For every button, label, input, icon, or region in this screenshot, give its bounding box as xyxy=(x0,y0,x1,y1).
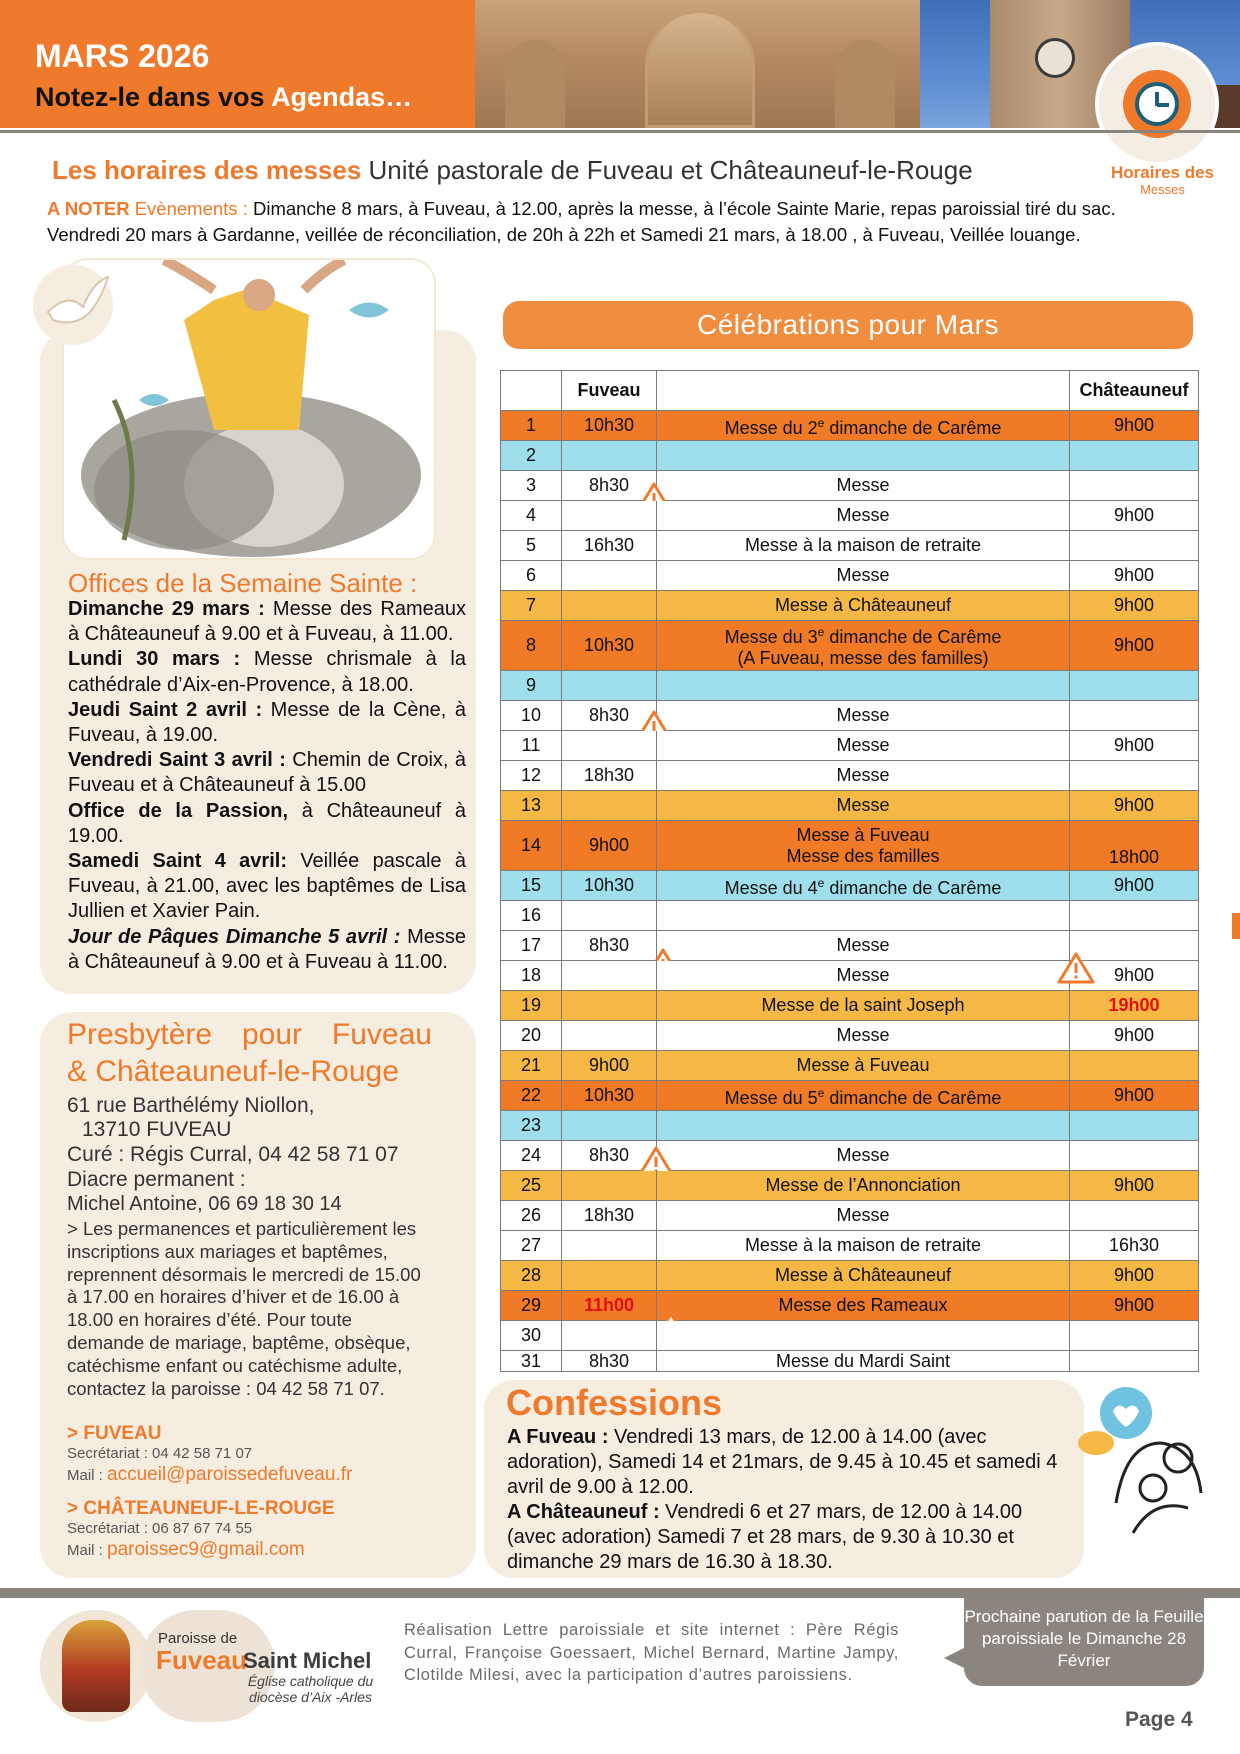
table-row xyxy=(500,731,1199,761)
cell-chateauneuf-time: 9h00 xyxy=(1069,561,1199,590)
cell-day: 2 xyxy=(500,441,561,470)
cell-event xyxy=(656,1051,1069,1080)
cell-chateauneuf-time xyxy=(1069,1351,1199,1371)
cell-chateauneuf-time xyxy=(1069,531,1199,560)
permanence-info: > Les permanences et particulièrement les inscriptions aux mariages et baptêmes, reprennent désormais le mercredi de 15.00 à 17.00 en horaires d’hiver et de 16.00 à 18.00 en horaires d’été. Pour toute demande de mariage, baptême, obsèque, catéchisme enfant ou catéchisme adulte, contactez la paroisse : 04 42 58 71 07. xyxy=(67,1218,421,1399)
cell-event xyxy=(656,411,1069,440)
cell-event xyxy=(656,531,1069,560)
cell-chateauneuf-time: 9h00 xyxy=(1069,591,1199,620)
table-row xyxy=(500,561,1199,591)
cell-fuveau-time xyxy=(561,671,656,700)
cell-fuveau-time: 8h30 xyxy=(561,931,656,960)
cell-chateauneuf-time xyxy=(1069,1111,1199,1140)
cell-event xyxy=(656,731,1069,760)
cell-fuveau-time xyxy=(561,1171,656,1200)
cell-fuveau-time xyxy=(561,561,656,590)
cell-chateauneuf-time: 9h00 xyxy=(1069,791,1199,820)
table-row xyxy=(500,621,1199,671)
cell-fuveau-time xyxy=(561,591,656,620)
event-line: Messe xyxy=(836,1025,890,1045)
badge-label-sub: Messes xyxy=(1140,182,1185,197)
cell-event xyxy=(656,761,1069,790)
event-line: Messe xyxy=(836,735,890,755)
next-issue-bubble: Prochaine parution de la Feuille paroissiale le Dimanche 28 Février xyxy=(964,1598,1204,1686)
cell-day: 23 xyxy=(500,1111,561,1140)
event-line: Messe à Fuveau xyxy=(796,1055,930,1075)
cell-event xyxy=(656,1171,1069,1200)
table-row xyxy=(500,991,1199,1021)
cell-day: 26 xyxy=(500,1201,561,1230)
cell-fuveau-time xyxy=(561,991,656,1020)
cell-event xyxy=(656,591,1069,620)
cell-event xyxy=(656,1141,1069,1170)
diacre-contact: Michel Antoine, 06 69 18 30 14 xyxy=(67,1193,342,1215)
cell-chateauneuf-time: 9h00 xyxy=(1069,871,1199,900)
mass-times-badge xyxy=(1095,42,1219,166)
header-day xyxy=(500,371,561,410)
holy-week-item: Office de la Passion, à Châteauneuf à 19.00. xyxy=(68,799,466,847)
chateauneuf-mail-link[interactable]: paroissec9@gmail.com xyxy=(107,1539,305,1560)
cell-day: 27 xyxy=(500,1231,561,1260)
table-row xyxy=(500,1141,1199,1171)
church-facade-photo xyxy=(475,0,920,128)
cell-event xyxy=(656,1231,1069,1260)
cell-fuveau-time: 8h30 xyxy=(561,1351,656,1371)
holy-week-item: Samedi Saint 4 avril: Veillée pascale à Fuveau, à 21.00, avec les baptêmes de Lisa Jullien et Xavier Pain. xyxy=(68,850,466,923)
cell-chateauneuf-time xyxy=(1069,1051,1199,1080)
event-line-2: (A Fuveau, messe des familles) xyxy=(737,648,989,668)
event-line-2: Messe des familles xyxy=(786,845,940,866)
cell-event xyxy=(656,1291,1069,1320)
parish-logo: Paroisse de Fuveau Saint Michel Église catholique du diocèse d’Aix -Arles xyxy=(40,1610,370,1722)
event-line: Messe xyxy=(836,505,890,525)
cell-event xyxy=(656,1111,1069,1140)
cell-chateauneuf-time: 16h30 xyxy=(1069,1231,1199,1260)
event-line: Messe de l’Annonciation xyxy=(765,1175,961,1195)
cell-fuveau-time xyxy=(561,901,656,930)
table-row xyxy=(500,701,1199,731)
section-title: Les horaires des messes Unité pastorale de Fuveau et Châteauneuf-le-Rouge xyxy=(52,155,973,185)
cell-day: 11 xyxy=(500,731,561,760)
cell-fuveau-time xyxy=(561,791,656,820)
event-line: Messe xyxy=(836,1145,890,1165)
cell-fuveau-time xyxy=(561,1111,656,1140)
cell-day: 1 xyxy=(500,411,561,440)
dove-icon xyxy=(28,262,138,348)
cell-day: 9 xyxy=(500,671,561,700)
cell-day: 25 xyxy=(500,1171,561,1200)
event-line: Messe du 4e dimanche de Carême xyxy=(724,875,1002,898)
holy-week-item: Jeudi Saint 2 avril : Messe de la Cène, à Fuveau, à 19.00. xyxy=(68,698,466,747)
cell-chateauneuf-time: 9h00 xyxy=(1069,1291,1199,1320)
page-month-title: MARS 2026 xyxy=(35,38,210,74)
table-row xyxy=(500,501,1199,531)
cell-event xyxy=(656,931,1069,960)
table-row xyxy=(500,1021,1199,1051)
holy-week-item: Vendredi Saint 3 avril : Chemin de Croix, à Fuveau et à Châteauneuf à 15.00 xyxy=(68,749,466,797)
cell-day: 3 xyxy=(500,471,561,500)
table-row xyxy=(500,1081,1199,1111)
event-line: Messe xyxy=(836,705,890,725)
cell-day: 31 xyxy=(500,1351,561,1371)
cell-chateauneuf-time: 9h00 xyxy=(1069,1021,1199,1050)
event-line: Messe xyxy=(836,765,890,785)
footer-divider xyxy=(0,1588,1240,1598)
cell-event xyxy=(656,871,1069,900)
cell-fuveau-time: 11h00 xyxy=(561,1291,656,1320)
mass-schedule-table xyxy=(500,370,1199,1372)
badge-label: Horaires des xyxy=(1111,163,1214,182)
cell-event xyxy=(656,1351,1069,1371)
cell-day: 22 xyxy=(500,1081,561,1110)
cell-fuveau-time: 8h30 xyxy=(561,701,656,730)
address-line: 61 rue Barthélémy Niollon, xyxy=(67,1094,315,1117)
celebrations-title: Célébrations pour Mars xyxy=(503,301,1193,349)
cell-event xyxy=(656,1321,1069,1350)
table-row xyxy=(500,1171,1199,1201)
agenda-subtitle: Notez-le dans vos Agendas… xyxy=(35,82,413,112)
events-line-1: A NOTER Evènements : Dimanche 8 mars, à Fuveau, à 12.00, après la messe, à l’école Sainte Marie, repas paroissial tiré du sac. xyxy=(47,198,1116,219)
cell-day: 8 xyxy=(500,621,561,670)
confession-embrace-icon xyxy=(1068,1383,1228,1543)
fuveau-heading: > FUVEAU xyxy=(67,1423,162,1444)
table-row xyxy=(500,1231,1199,1261)
cell-event xyxy=(656,1081,1069,1110)
event-line: Messe xyxy=(836,795,890,815)
header-event xyxy=(656,371,1069,410)
cell-day: 12 xyxy=(500,761,561,790)
table-row xyxy=(500,1351,1199,1372)
fuveau-mail: Mail : accueil@paroissedefuveau.fr xyxy=(67,1464,353,1485)
cell-chateauneuf-time xyxy=(1069,1201,1199,1230)
cell-chateauneuf-time: 18h00 xyxy=(1069,821,1199,870)
cell-chateauneuf-time xyxy=(1069,671,1199,700)
event-line: Messe de la saint Joseph xyxy=(761,995,965,1015)
event-line: Messe xyxy=(836,965,890,985)
confessions-title: Confessions xyxy=(506,1382,723,1423)
cell-fuveau-time: 9h00 xyxy=(561,1051,656,1080)
holy-week-list xyxy=(68,597,466,975)
cell-fuveau-time: 8h30 xyxy=(561,1141,656,1170)
chateauneuf-heading: > CHÂTEAUNEUF-LE-ROUGE xyxy=(67,1498,335,1519)
cell-chateauneuf-time: 19h00 xyxy=(1069,991,1199,1020)
cell-fuveau-time xyxy=(561,441,656,470)
cell-event xyxy=(656,791,1069,820)
event-line: Messe à Châteauneuf xyxy=(774,1265,952,1285)
cell-day: 29 xyxy=(500,1291,561,1320)
cell-day: 15 xyxy=(500,871,561,900)
event-line: Messe du 2e dimanche de Carême xyxy=(724,415,1002,438)
warning-icon xyxy=(1056,951,1096,985)
side-tab-marker xyxy=(1232,913,1240,939)
cell-fuveau-time: 18h30 xyxy=(561,1201,656,1230)
table-row xyxy=(500,411,1199,441)
cell-day: 7 xyxy=(500,591,561,620)
cell-fuveau-time: 10h30 xyxy=(561,871,656,900)
cell-chateauneuf-time: 9h00 xyxy=(1069,621,1199,670)
cell-event xyxy=(656,701,1069,730)
holy-week-title: Offices de la Semaine Sainte : xyxy=(68,568,418,598)
cell-day: 14 xyxy=(500,821,561,870)
cell-day: 21 xyxy=(500,1051,561,1080)
cell-event xyxy=(656,901,1069,930)
cell-day: 28 xyxy=(500,1261,561,1290)
cell-chateauneuf-time xyxy=(1069,761,1199,790)
cell-event xyxy=(656,1021,1069,1050)
cell-chateauneuf-time: 9h00 xyxy=(1069,411,1199,440)
cell-day: 10 xyxy=(500,701,561,730)
header-divider xyxy=(0,130,1240,133)
event-line: Messe xyxy=(836,565,890,585)
event-line: Messe xyxy=(836,1205,890,1225)
cell-chateauneuf-time: 9h00 xyxy=(1069,731,1199,760)
table-header-row xyxy=(500,370,1199,411)
table-row xyxy=(500,671,1199,701)
cell-day: 24 xyxy=(500,1141,561,1170)
table-row xyxy=(500,1261,1199,1291)
cell-fuveau-time xyxy=(561,1321,656,1350)
cell-day: 17 xyxy=(500,931,561,960)
page-number: Page 4 xyxy=(1125,1708,1193,1731)
cell-event xyxy=(656,1201,1069,1230)
cell-event xyxy=(656,961,1069,990)
cell-chateauneuf-time xyxy=(1069,1141,1199,1170)
cell-day: 16 xyxy=(500,901,561,930)
cell-event xyxy=(656,671,1069,700)
events-line-2: Vendredi 20 mars à Gardanne, veillée de réconciliation, de 20h à 22h et Samedi 21 mars, à 18.00 , à Fuveau, Veillée louange. xyxy=(47,224,1081,245)
event-line: Messe xyxy=(836,935,890,955)
table-row xyxy=(500,1201,1199,1231)
cell-chateauneuf-time: 9h00 xyxy=(1069,501,1199,530)
event-line: Messe des Rameaux xyxy=(778,1295,948,1315)
header-fuveau: Fuveau xyxy=(561,371,656,410)
cell-fuveau-time xyxy=(561,961,656,990)
clock-icon xyxy=(1135,82,1179,126)
table-row xyxy=(500,471,1199,501)
header-chateauneuf: Châteauneuf xyxy=(1069,371,1199,410)
cell-chateauneuf-time: 9h00 xyxy=(1069,1171,1199,1200)
chateauneuf-mail: Mail : paroissec9@gmail.com xyxy=(67,1539,305,1560)
table-row xyxy=(500,821,1199,871)
table-row xyxy=(500,1291,1199,1321)
table-row xyxy=(500,441,1199,471)
event-line: Messe du 5e dimanche de Carême xyxy=(724,1085,1002,1108)
holy-week-item: Dimanche 29 mars : Messe des Rameaux à Châteauneuf à 9.00 et à Fuveau, à 11.00. xyxy=(68,598,466,646)
cell-event xyxy=(656,821,1069,870)
cell-event xyxy=(656,501,1069,530)
cell-day: 18 xyxy=(500,961,561,990)
cell-fuveau-time xyxy=(561,1261,656,1290)
cell-day: 6 xyxy=(500,561,561,590)
cell-day: 19 xyxy=(500,991,561,1020)
table-row xyxy=(500,591,1199,621)
cell-chateauneuf-time xyxy=(1069,701,1199,730)
cell-chateauneuf-time xyxy=(1069,901,1199,930)
saint-michel-icon xyxy=(40,1610,152,1722)
cell-chateauneuf-time: 9h00 xyxy=(1069,1081,1199,1110)
event-line: Messe à Fuveau xyxy=(796,824,930,845)
event-line: Messe à la maison de retraite xyxy=(744,1235,982,1255)
cell-chateauneuf-time xyxy=(1069,1321,1199,1350)
fuveau-mail-link[interactable]: accueil@paroissedefuveau.fr xyxy=(107,1464,353,1485)
cell-day: 4 xyxy=(500,501,561,530)
chateauneuf-secretariat: Secrétariat : 06 87 67 74 55 xyxy=(67,1520,253,1537)
cell-fuveau-time: 9h00 xyxy=(561,821,656,870)
holy-week-item: Lundi 30 mars : Messe chrismale à la cathédrale d’Aix-en-Provence, à 18.00. xyxy=(68,648,467,696)
confessions-text xyxy=(507,1425,1067,1575)
event-line: Messe à la maison de retraite xyxy=(744,535,982,555)
cell-chateauneuf-time: 9h00 xyxy=(1069,961,1199,990)
cell-fuveau-time: 8h30 xyxy=(561,471,656,500)
cell-event xyxy=(656,561,1069,590)
cell-fuveau-time xyxy=(561,731,656,760)
cell-fuveau-time: 16h30 xyxy=(561,531,656,560)
confessions-fuveau: A Fuveau : Vendredi 13 mars, de 12.00 à 14.00 (avec adoration), Samedi 14 et 21mars, de 9.45 à 10.45 et samedi 4 avril de 9.00 à 12.00. xyxy=(507,1426,1058,1498)
cell-day: 13 xyxy=(500,791,561,820)
cell-fuveau-time xyxy=(561,1231,656,1260)
presbytere-title: Presbytère pour Fuveau & Châteauneuf-le-Rouge xyxy=(67,1018,432,1088)
fuveau-secretariat: Secrétariat : 04 42 58 71 07 xyxy=(67,1445,253,1462)
cell-event xyxy=(656,441,1069,470)
cell-fuveau-time: 10h30 xyxy=(561,411,656,440)
table-row xyxy=(500,1321,1199,1351)
cell-chateauneuf-time xyxy=(1069,441,1199,470)
cell-event xyxy=(656,621,1069,670)
cure-contact: Curé : Régis Curral, 04 42 58 71 07 xyxy=(67,1143,399,1166)
cell-day: 5 xyxy=(500,531,561,560)
address-city: 13710 FUVEAU xyxy=(82,1118,232,1141)
credits-text: Réalisation Lettre paroissiale et site internet : Père Régis Curral, Françoise Goessaert, Michel Bernard, Martine Jampy, Clotilde Milesi, avec la participation d’autres paroissiens. xyxy=(404,1621,899,1684)
holy-week-item: Jour de Pâques Dimanche 5 avril : Messe à Châteauneuf à 9.00 et à Fuveau à 11.00. xyxy=(68,925,466,973)
cell-event xyxy=(656,471,1069,500)
cell-chateauneuf-time xyxy=(1069,471,1199,500)
table-row xyxy=(500,531,1199,561)
table-row xyxy=(500,1111,1199,1141)
table-row xyxy=(500,791,1199,821)
cell-event xyxy=(656,1261,1069,1290)
cell-chateauneuf-time: 9h00 xyxy=(1069,1261,1199,1290)
table-row xyxy=(500,1051,1199,1081)
cell-fuveau-time: 10h30 xyxy=(561,1081,656,1110)
table-row xyxy=(500,871,1199,901)
cell-day: 30 xyxy=(500,1321,561,1350)
confessions-chateauneuf: A Châteauneuf : Vendredi 6 et 27 mars, de 12.00 à 14.00 (avec adoration) Samedi 7 et 28 mars, de 9.30 à 10.30 et dimanche 29 mars de 16.30 à 18.30. xyxy=(507,1501,1023,1573)
cell-fuveau-time: 18h30 xyxy=(561,761,656,790)
event-line: Messe du Mardi Saint xyxy=(775,1350,951,1371)
event-line: Messe du 3e dimanche de Carême xyxy=(724,625,1002,647)
cell-fuveau-time: 10h30 xyxy=(561,621,656,670)
cell-day: 20 xyxy=(500,1021,561,1050)
cell-fuveau-time xyxy=(561,1021,656,1050)
cell-fuveau-time xyxy=(561,501,656,530)
event-line: Messe xyxy=(836,475,890,495)
table-row xyxy=(500,761,1199,791)
cell-event xyxy=(656,991,1069,1020)
diacre-label: Diacre permanent : xyxy=(67,1168,246,1191)
event-line: Messe à Châteauneuf xyxy=(774,595,952,615)
table-row xyxy=(500,901,1199,931)
